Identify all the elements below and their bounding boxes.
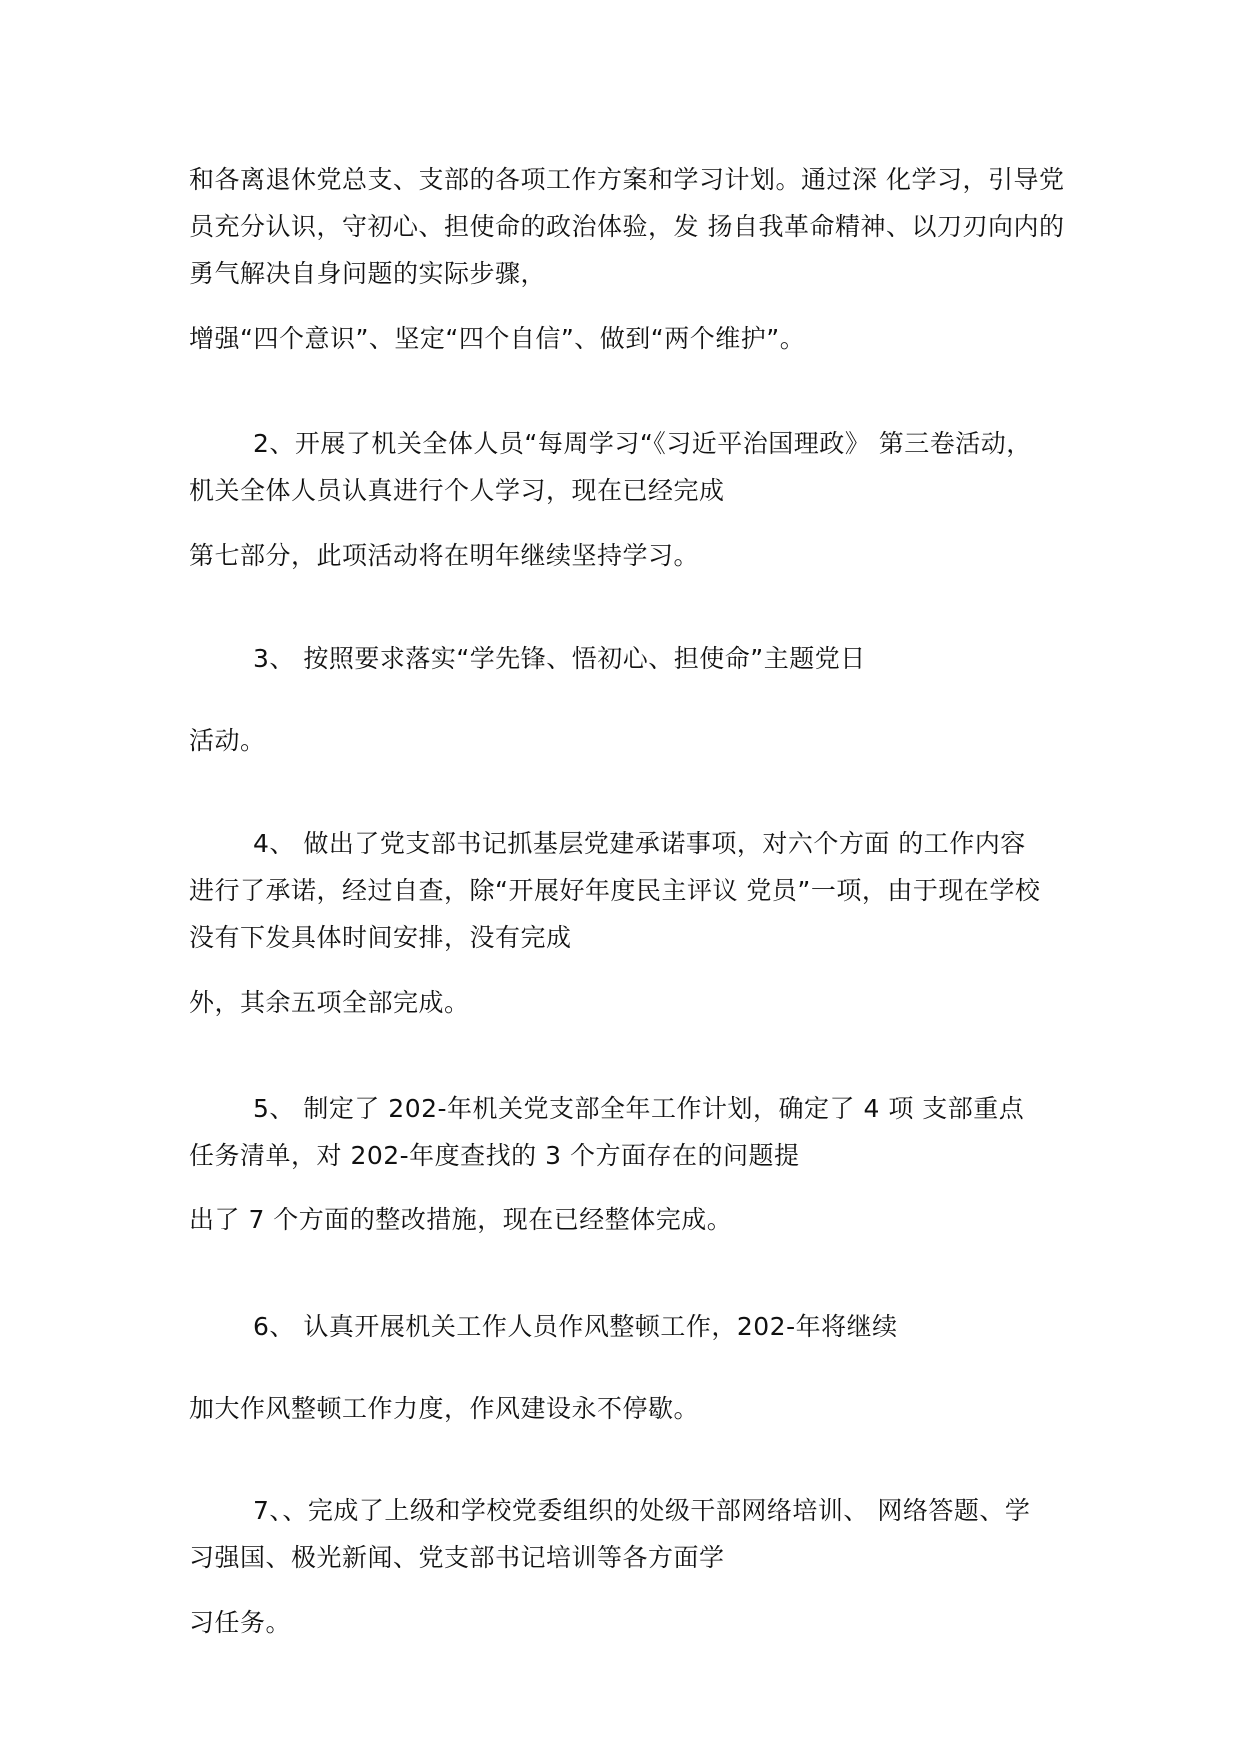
item-3-line-2: 活动。 (189, 726, 266, 755)
item-5-line-2: 任务清单，对 202-年度查找的 3 个方面存在的问题提 (189, 1141, 800, 1170)
item-2-line-2: 机关全体人员认真进行个人学习，现在已经完成 (189, 476, 725, 505)
item-7-line-3: 习任务。 (189, 1608, 292, 1637)
text-line-3: 勇气解决自身问题的实际步骤， (189, 259, 547, 288)
item-2-line-1: 2、开展了机关全体人员“每周学习“《习近平治国理政》 第三卷活动， (253, 429, 1032, 458)
item-5-line-3: 出了 7 个方面的整改措施，现在已经整体完成。 (189, 1205, 733, 1234)
text-line-1: 和各离退休党总支、支部的各项工作方案和学习计划。通过深 化学习，引导党 (189, 165, 1065, 194)
item-3-line-1: 3、 按照要求落实“学先锋、悟初心、担使命”主题党日 (253, 644, 866, 673)
item-4-line-1: 4、 做出了党支部书记抓基层党建承诺事项，对六个方面 的工作内容 (253, 829, 1026, 858)
item-2-line-3: 第七部分，此项活动将在明年继续坚持学习。 (189, 541, 700, 570)
item-4-line-4: 外，其余五项全部完成。 (189, 988, 470, 1017)
item-6-line-1: 6、 认真开展机关工作人员作风整顿工作，202-年将继续 (253, 1312, 898, 1341)
item-5-line-1: 5、 制定了 202-年机关党支部全年工作计划，确定了 4 项 支部重点 (253, 1094, 1025, 1123)
item-7-line-1: 7、、完成了上级和学校党委组织的处级干部网络培训、 网络答题、学 (253, 1496, 1031, 1525)
item-7-line-2: 习强国、极光新闻、党支部书记培训等各方面学 (189, 1543, 725, 1572)
text-line-2: 员充分认识，守初心、担使命的政治体验，发 扬自我革命精神、以刀刃向内的 (189, 212, 1065, 241)
item-4-line-2: 进行了承诺，经过自查，除“开展好年度民主评议 党员”一项，由于现在学校 (189, 876, 1041, 905)
text-line-4: 增强“四个意识”、坚定“四个自信”、做到“两个维护”。 (189, 324, 806, 353)
item-6-line-2: 加大作风整顿工作力度，作风建设永不停歇。 (189, 1394, 700, 1423)
item-4-line-3: 没有下发具体时间安排，没有完成 (189, 923, 572, 952)
